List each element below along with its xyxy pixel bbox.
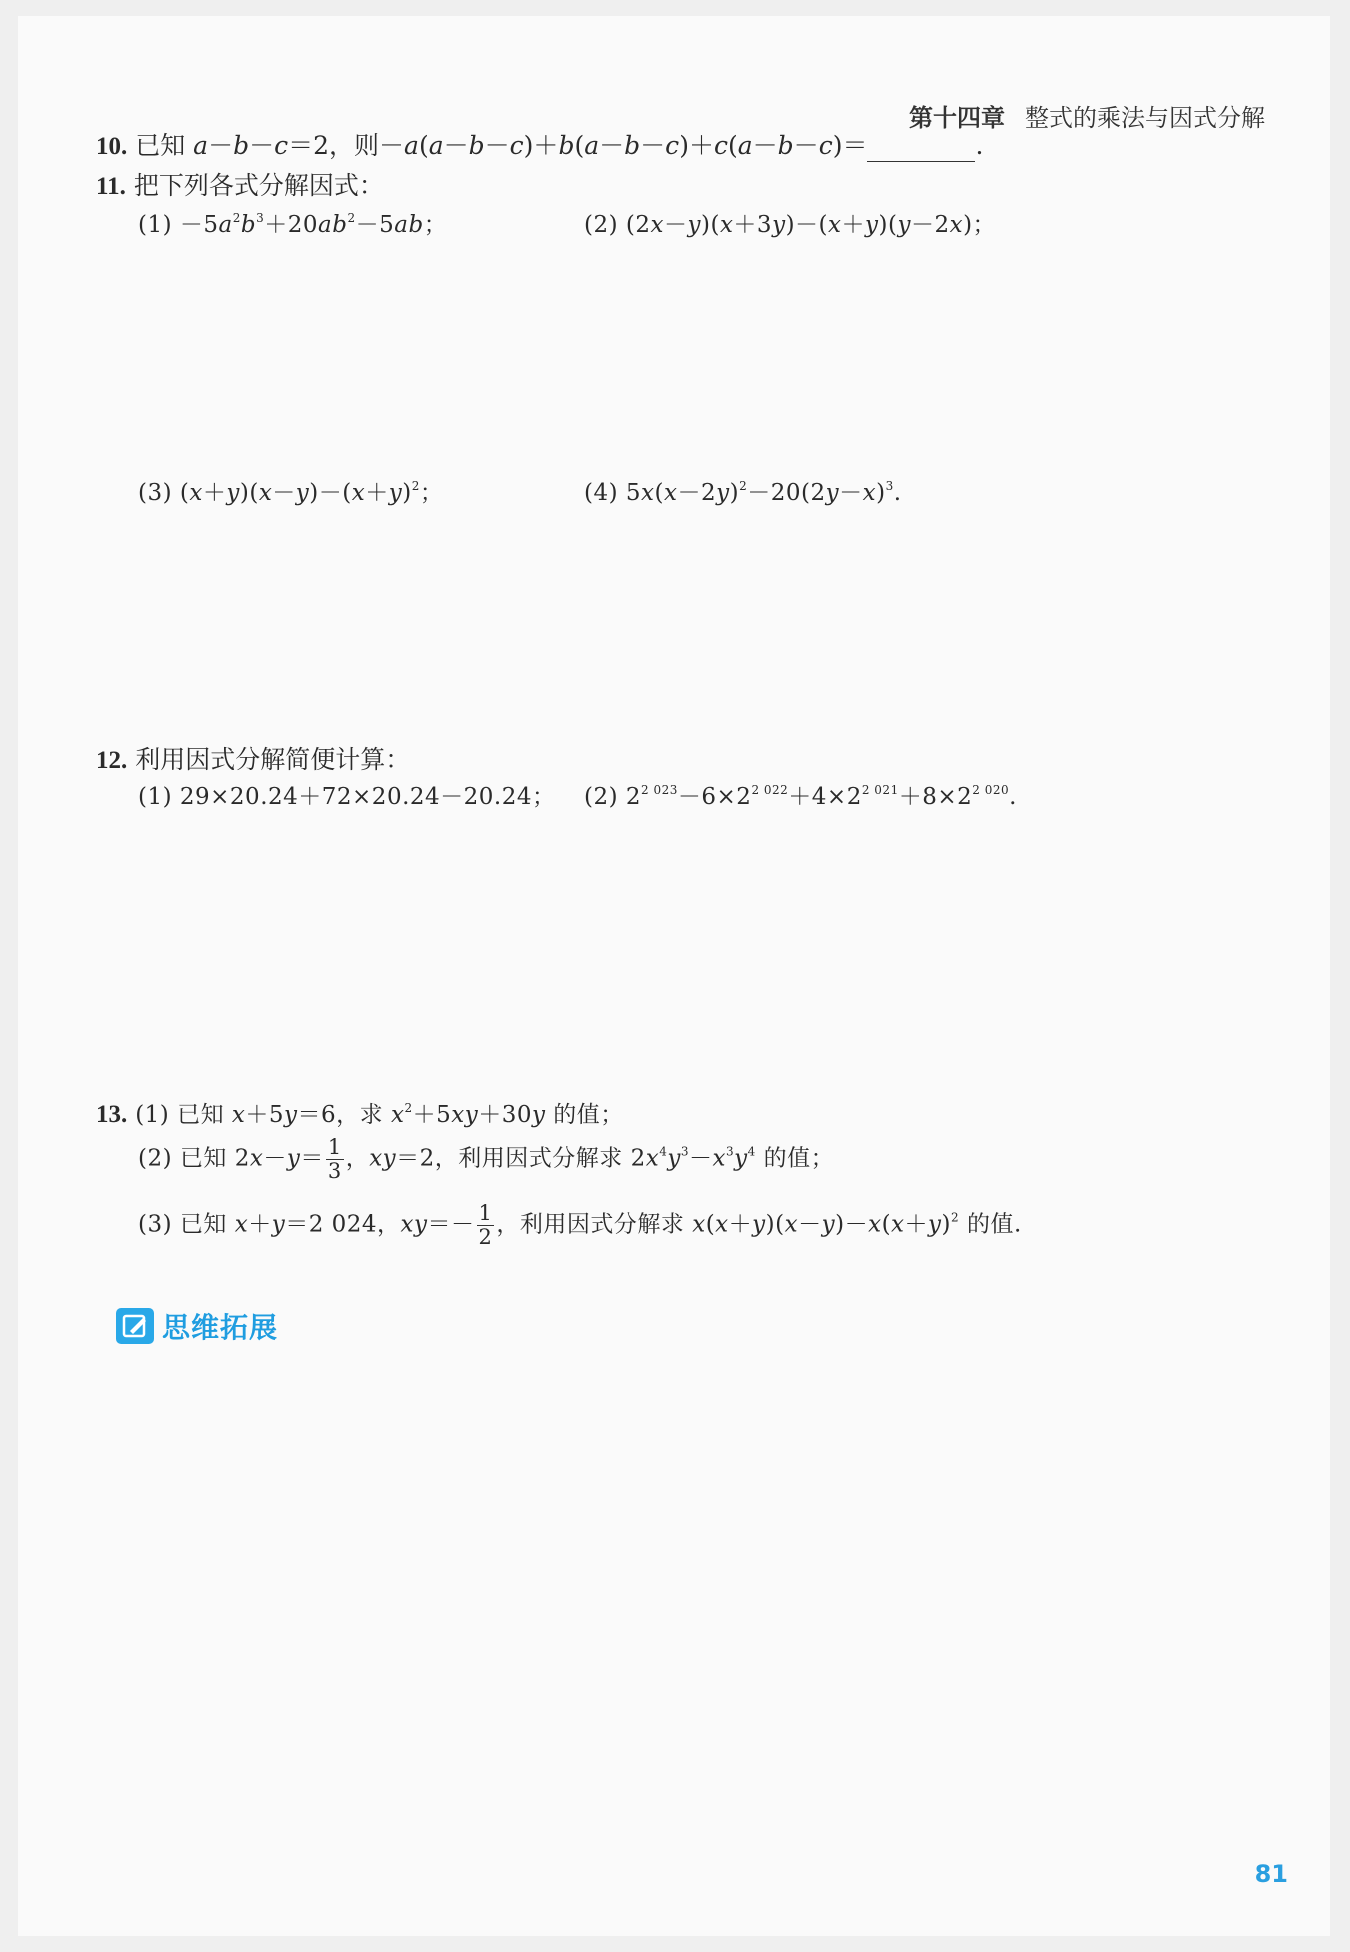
chapter-title: 整式的乘法与因式分解 (1025, 104, 1265, 132)
q13-part-1: (1) 已知 x＋5y＝6，求 $x^2+5xy+30y$ 的值； (135, 1101, 624, 1128)
q11-part-1: $(1) -5a^2b^3+20ab^2-5ab$； (138, 211, 448, 238)
question-text: 已知 a－b－c＝2，则－a(a－b－c)＋b(a－b－c)＋c(a－b－c)＝ (135, 131, 868, 160)
page (18, 16, 1330, 1936)
answer-blank[interactable] (867, 139, 975, 162)
question-12 (96, 740, 410, 776)
question-10: 10. 已知 a－b－c＝2，则－a(a－b－c)＋b(a－b－c)＋c(a－b－c)＝ . (96, 131, 984, 160)
q13-part-2: (2) 已知 2x－y＝ $\frac{1}{3}$ ，xy＝2，利用因式分解求 $2x^4y^3-x^3y^4$ 的值； (138, 1135, 835, 1184)
question-13 (96, 1096, 624, 1129)
q11-part-3: (3) $(x+y)(x-y)-(x+y)^2$； (138, 479, 444, 506)
question-number: 13. (96, 1101, 128, 1128)
q11-part-2: (2) (2x－y)(x＋3y)－(x＋y)(y－2x)； (584, 212, 997, 238)
question-number: 12. (96, 747, 128, 774)
section-header (116, 1306, 278, 1346)
q11-part-4: (4) $5x(x-2y)^2-20(2y-x)^3$. (584, 479, 902, 506)
q12-part-2: (2) $2^{2 023}-6\times 2^{2 022}+4\times 2^{2 021}+8\times 2^{2 020}$. (584, 783, 1017, 810)
q13-part-3: (3) 已知 x＋y＝2 024，xy＝－ $\frac{1}{2}$ ，利用因式分解求 $x(x+y)(x-y)-x(x+y)^2$ 的值. (138, 1201, 1022, 1250)
chapter-label: 第十四章 (909, 104, 1005, 132)
question-11 (96, 166, 384, 202)
fraction: $\frac{1}{3}$ (327, 1135, 342, 1184)
question-prompt: 把下列各式分解因式： (133, 171, 384, 200)
section-title: 思维拓展 (162, 1311, 279, 1344)
thinking-extension-icon (116, 1308, 154, 1344)
question-prompt: 利用因式分解简便计算： (135, 745, 411, 774)
q12-part-1: (1) 29×20.24＋72×20.24－20.24； (138, 784, 556, 810)
page-number: 81 (1254, 1860, 1288, 1888)
question-number: 10. (96, 133, 128, 160)
fraction: $\frac{1}{2}$ (478, 1201, 493, 1250)
question-number: 11. (96, 173, 126, 200)
